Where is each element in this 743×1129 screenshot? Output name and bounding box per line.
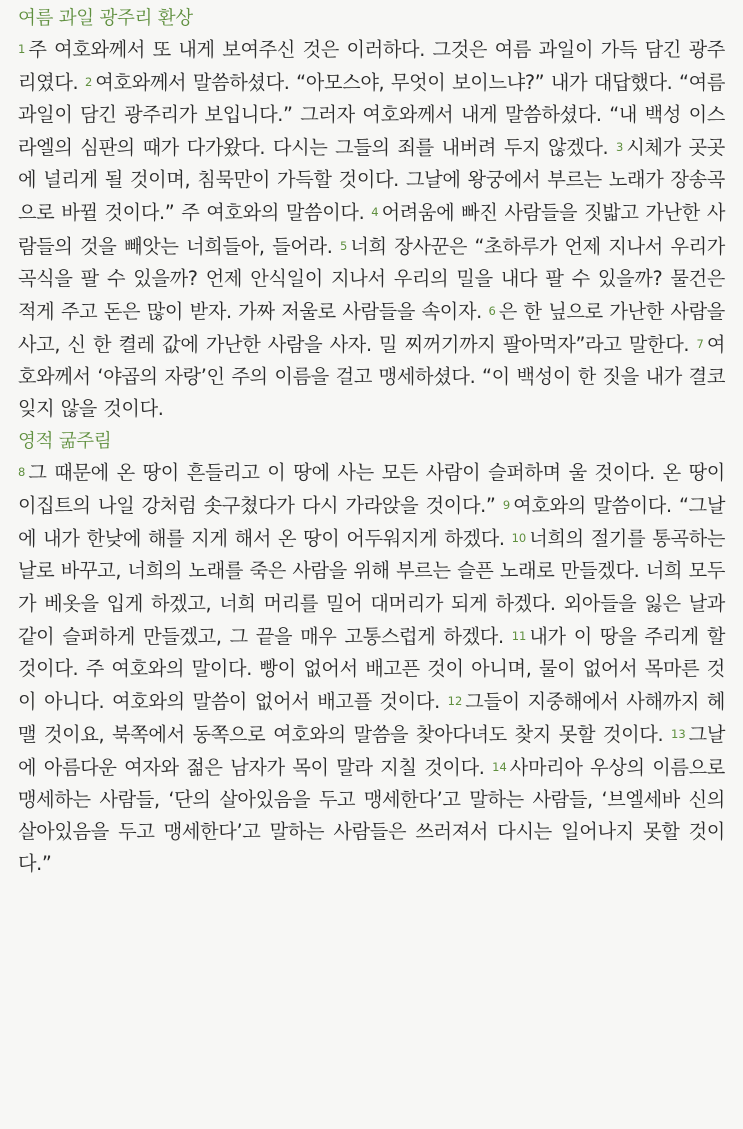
verse-text: 내가 이 땅을 주리게 할 것이다. 주 여호와의 말이다. 빵이 없어서 배고픈 것이 아니며, 물이 없어서 목마른 것이 아니다. 여호와의 말씀이 없어서 배고플 것이다.	[18, 624, 726, 713]
verse-text: 여호와께서 ‘야곱의 자랑’인 주의 이름을 걸고 맹세하셨다. “이 백성이 한 짓을 내가 결코 잊지 않을 것이다.	[18, 332, 725, 421]
verse-text: 시체가 곳곳에 널리게 될 것이며, 침묵만이 가득할 것이다. 그날에 왕궁에서 부르는 노래가 장송곡으로 바뀔 것이다.” 주 여호와의 말씀이다.	[18, 136, 725, 225]
paragraph	[18, 456, 725, 880]
verse-number: 8	[18, 465, 26, 480]
verse-text: 어려움에 빠진 사람들을 짓밟고 가난한 사람들의 것을 빼앗는 너희들아, 들어라.	[18, 201, 726, 258]
verse-text: 여호와의 말씀이다. “그날에 내가 한낮에 해를 지게 해서 온 땅이 어두워지게 하겠다.	[18, 494, 725, 551]
verse-number: 7	[696, 336, 704, 351]
verse-number: 13	[671, 726, 686, 741]
verse-number: 14	[492, 759, 507, 774]
verse-number: 11	[511, 628, 527, 643]
verse-number: 12	[447, 693, 463, 708]
verse-text: 그들이 지중해에서 사해까지 헤맬 것이요, 북쪽에서 동쪽으로 여호와의 말씀을 찾아다녀도 찾지 못할 것이다.	[18, 689, 726, 746]
verse-number: 4	[371, 205, 379, 220]
verse-text: 은 한 닢으로 가난한 사람을 사고, 신 한 켤레 값에 가난한 사람을 사자. 밀 찌꺼기까지 팔아먹자”라고 말한다.	[18, 299, 725, 356]
verse-number: 9	[502, 498, 511, 513]
section-heading: 여름 과일 광주리 환상	[18, 8, 193, 29]
verse-text: 너희의 절기를 통곡하는 날로 바꾸고, 너희의 노래를 죽은 사람을 위해 부르는 슬픈 노래로 만들겠다. 너희 모두가 베옷을 입게 하겠고, 너희 머리를 밀어 대머리가 되게 하겠다. 외아들을 잃은 날과 같이 슬퍼하게 만들겠고, 그 끝을 매우 고통스럽게 하겠다.	[18, 527, 726, 648]
paragraph	[18, 33, 725, 425]
verse-text: 사마리아 우상의 이름으로 맹세하는 사람들, ‘단의 살아있음을 두고 맹세한다’고 말하는 사람들, ‘브엘세바 신의 살아있음을 두고 맹세한다’고 말하는 사람들은 쓰러져서 다시는 일어나지 못할 것이다.”	[18, 755, 725, 876]
verse-number: 3	[616, 140, 624, 155]
verse-text: 그날에 아름다운 여자와 젊은 남자가 목이 말라 지칠 것이다.	[18, 722, 726, 779]
verse-number: 10	[511, 531, 527, 546]
verse-number: 2	[84, 75, 93, 90]
verse-text: 주 여호와께서 또 내게 보여주신 것은 이러하다. 그것은 여름 과일이 가득 담긴 광주리였다.	[18, 38, 725, 95]
verse-number: 5	[340, 238, 348, 253]
section-heading: 영적 굶주림	[18, 431, 112, 453]
verse-number: 1	[18, 42, 26, 56]
verse-number: 6	[488, 303, 496, 318]
verse-text: 너희 장사꾼은 “초하루가 언제 지나서 우리가 곡식을 팔 수 있을까? 언제 안식일이 지나서 우리의 밀을 내다 팔 수 있을까? 물건은 적게 주고 돈은 많이 받자. 가짜 저울로 사람들을 속이자.	[18, 234, 725, 323]
verse-text: 그 때문에 온 땅이 흔들리고 이 땅에 사는 모든 사람이 슬퍼하며 울 것이다. 온 땅이 이집트의 나일 강처럼 솟구쳤다가 다시 가라앉을 것이다.”	[18, 461, 725, 518]
verse-text: 여호와께서 말씀하셨다. “아모스야, 무엇이 보이느냐?” 내가 대답했다. “여름 과일이 담긴 광주리가 보입니다.” 그러자 여호와께서 내게 말씀하셨다. “내 백성 이스라엘의 심판의 때가 다가왔다. 다시는 그들의 죄를 내버려 두지 않겠다.	[18, 71, 726, 160]
